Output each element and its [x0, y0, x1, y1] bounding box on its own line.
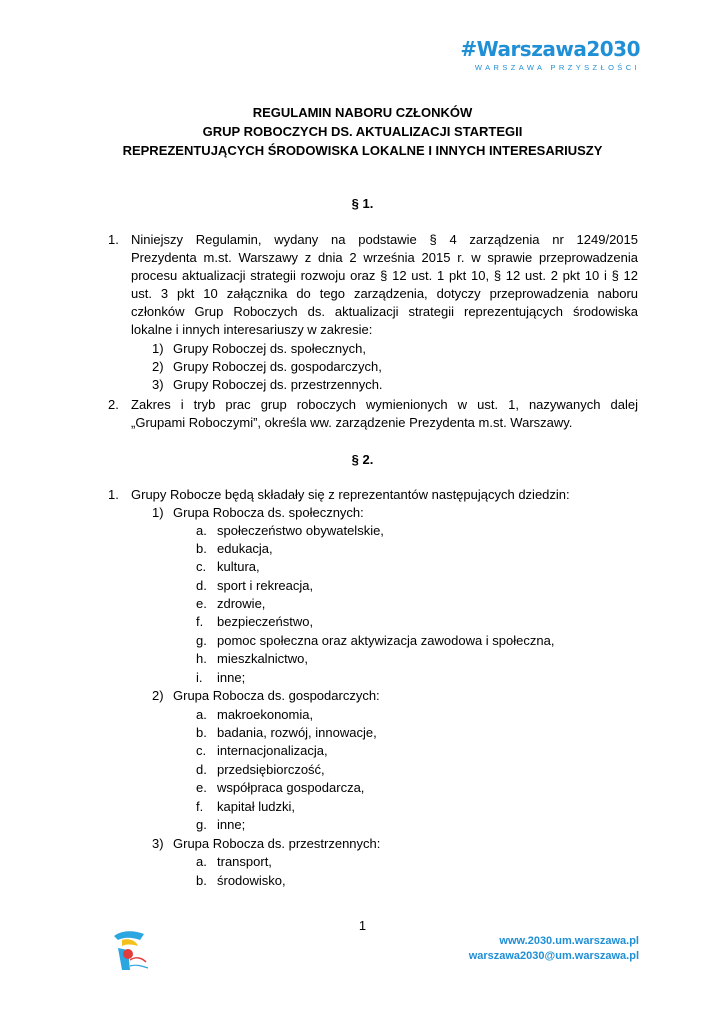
brand-header: [460, 38, 640, 72]
list-item-letter: e.: [196, 780, 207, 795]
list-item-letter: d.: [196, 578, 207, 593]
list-item-letter: f.: [196, 799, 204, 814]
list-item-letter: b.: [196, 541, 207, 556]
heading-line: REPREZENTUJĄCYCH ŚRODOWISKA LOKALNE I INNYCH INTERESARIUSZY: [122, 143, 603, 158]
list-item-letter: e.: [196, 596, 207, 611]
subitem-number: 2): [152, 359, 164, 374]
list-item-letter: b.: [196, 725, 207, 740]
subitem-text: Grupy Roboczej ds. przestrzennych.: [173, 377, 383, 392]
list-item: inne;: [217, 817, 246, 832]
list-item: mieszkalnictwo,: [217, 651, 309, 666]
list-item-letter: a.: [196, 854, 207, 869]
list-item: przedsiębiorczość,: [217, 762, 325, 777]
list-item: kapitał ludzki,: [217, 799, 296, 814]
brand-title: #Warszawa2030: [460, 37, 640, 61]
document-heading: [0, 103, 725, 160]
paragraph-line: Zakres i tryb prac grup roboczych wymienionych w ust. 1, nazywanych dalej: [131, 397, 638, 412]
list-item: współpraca gospodarcza,: [217, 780, 365, 795]
list-item-letter: i.: [196, 670, 203, 685]
paragraph-line: członków Grup Roboczych ds. aktualizacji strategii reprezentujących środowiska: [131, 304, 638, 319]
subitem-text: Grupy Roboczej ds. gospodarczych,: [173, 359, 382, 374]
page-number: 1: [358, 918, 367, 933]
group-number: 3): [152, 836, 164, 851]
paragraph-line: Prezydenta m.st. Warszawy z dnia 2 września 2015 r. w sprawie przeprowadzenia: [131, 250, 638, 265]
list-item-letter: a.: [196, 707, 207, 722]
list-item: sport i rekreacja,: [217, 578, 314, 593]
group-number: 2): [152, 688, 164, 703]
heading-line: GRUP ROBOCZYCH DS. AKTUALIZACJI STARTEGII: [202, 124, 523, 139]
city-logo-icon: [108, 926, 156, 974]
footer-email-link[interactable]: warszawa2030@um.warszawa.pl: [468, 950, 639, 962]
list-item-letter: f.: [196, 614, 204, 629]
list-item-letter: g.: [196, 633, 207, 648]
group-title: Grupa Robocza ds. gospodarczych:: [173, 688, 380, 703]
paragraph-line: ust. 3 pkt 10 załącznika do tego zarządzenia, dotyczy przeprowadzenia naboru: [131, 286, 638, 301]
subitem-text: Grupy Roboczej ds. społecznych,: [173, 341, 366, 356]
list-item: badania, rozwój, innowacje,: [217, 725, 377, 740]
group-title: Grupa Robocza ds. przestrzennych:: [173, 836, 381, 851]
section-title: § 1.: [351, 196, 374, 211]
paragraph-line: Grupy Robocze będą składały się z reprezentantów następujących dziedzin:: [131, 487, 570, 502]
list-item: zdrowie,: [217, 596, 266, 611]
group-number: 1): [152, 505, 164, 520]
list-item: makroekonomia,: [217, 707, 314, 722]
subitem-number: 3): [152, 377, 164, 392]
paragraph-line: „Grupami Roboczymi”, określa ww. zarządzenie Prezydenta m.st. Warszawy.: [131, 415, 573, 430]
list-item-letter: b.: [196, 873, 207, 888]
paragraph-line: procesu aktualizacji strategii rozwoju oraz § 12 ust. 1 pkt 10, § 12 ust. 2 pkt 10 i § 12: [131, 268, 638, 283]
section-title: § 2.: [351, 452, 374, 467]
list-item: środowisko,: [217, 873, 286, 888]
group-title: Grupa Robocza ds. społecznych:: [173, 505, 364, 520]
list-item-letter: g.: [196, 817, 207, 832]
list-item-letter: c.: [196, 559, 207, 574]
item-number: 1.: [108, 487, 119, 502]
item-number: 1.: [108, 232, 119, 247]
heading-line: REGULAMIN NABORU CZŁONKÓW: [252, 105, 473, 120]
item-number: 2.: [108, 397, 119, 412]
footer-contacts: [469, 934, 639, 964]
subitem-number: 1): [152, 341, 164, 356]
list-item: kultura,: [217, 559, 260, 574]
list-item-letter: a.: [196, 523, 207, 538]
list-item: bezpieczeństwo,: [217, 614, 314, 629]
footer-website-link[interactable]: www.2030.um.warszawa.pl: [499, 935, 639, 947]
list-item: edukacja,: [217, 541, 273, 556]
list-item: transport,: [217, 854, 272, 869]
list-item: internacjonalizacja,: [217, 743, 328, 758]
paragraph-line: Niniejszy Regulamin, wydany na podstawie § 4 zarządzenia nr 1249/2015: [131, 232, 638, 247]
list-item: inne;: [217, 670, 246, 685]
brand-subtitle: WARSZAWA PRZYSZŁOŚCI: [474, 63, 640, 72]
list-item-letter: c.: [196, 743, 207, 758]
list-item: społeczeństwo obywatelskie,: [217, 523, 384, 538]
list-item-letter: d.: [196, 762, 207, 777]
list-item: pomoc społeczna oraz aktywizacja zawodowa i społeczna,: [217, 633, 555, 648]
list-item-letter: h.: [196, 651, 207, 666]
paragraph-line: lokalne i innych interesariuszy w zakresie:: [131, 322, 373, 337]
